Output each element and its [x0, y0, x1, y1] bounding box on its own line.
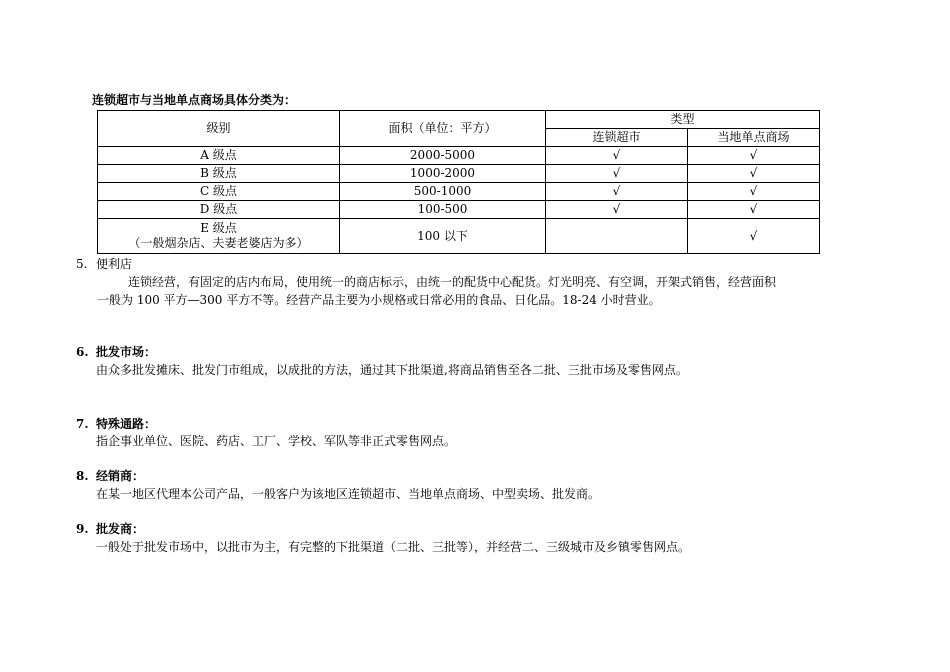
cell-level: [98, 219, 340, 254]
section-8-body: 在某一地区代理本公司产品，一般客户为该地区连锁超市、当地单点商场、中型卖场、批发商。: [96, 487, 601, 501]
header-local: 当地单点商场: [688, 129, 820, 147]
cell-chain: √: [546, 183, 688, 201]
cell-level: B 级点: [98, 165, 340, 183]
section-5-title: 便利店: [96, 257, 133, 271]
section-5-number: 5.: [76, 257, 88, 271]
section-7-number: 7.: [76, 417, 89, 431]
section-6-title: 批发市场：: [96, 345, 157, 359]
section-8-title: 经销商：: [96, 469, 145, 483]
section-5-line1: 连锁经营，有固定的店内布局，使用统一的商店标示，由统一的配货中心配货。灯光明亮、有空调，开架式销售，经营面积: [128, 275, 777, 289]
section-8-number: 8.: [76, 469, 89, 483]
table-caption: 连锁超市与当地单点商场具体分类为：: [92, 93, 297, 107]
section-7-body: 指企事业单位、医院、药店、工厂、学校、军队等非正式零售网点。: [96, 434, 457, 448]
cell-area: 2000-5000: [340, 147, 546, 165]
cell-local: √: [688, 165, 820, 183]
cell-area: 500-1000: [340, 183, 546, 201]
section-6-number: 6.: [76, 345, 89, 359]
section-9-number: 9.: [76, 522, 89, 536]
section-7-title: 特殊通路：: [96, 417, 157, 431]
table-row: [98, 165, 820, 183]
table-row: [98, 201, 820, 219]
cell-area: 100-500: [340, 201, 546, 219]
header-chain: 连锁超市: [546, 129, 688, 147]
cell-level-note: （一般烟杂店、夫妻老婆店为多）: [128, 236, 309, 250]
section-6-body: 由众多批发摊床、批发门市组成，以成批的方法，通过其下批渠道,将商品销售至各二批、三批市场及零售网点。: [96, 363, 688, 377]
cell-chain: √: [546, 201, 688, 219]
classification-table: [97, 110, 820, 254]
cell-level: D 级点: [98, 201, 340, 219]
table-row: [98, 183, 820, 201]
cell-local: √: [688, 147, 820, 165]
cell-chain: [546, 219, 688, 254]
section-9-body: 一般处于批发市场中，以批市为主，有完整的下批渠道（二批、三批等），并经营二、三级城市及乡镇零售网点。: [96, 540, 691, 554]
header-level: 级别: [98, 111, 340, 147]
cell-area: 100 以下: [340, 219, 546, 254]
cell-chain: √: [546, 165, 688, 183]
cell-local: √: [688, 219, 820, 254]
cell-local: √: [688, 183, 820, 201]
section-9-title: 批发商：: [96, 522, 145, 536]
section-5-line2: 一般为 100 平方—300 平方不等。经营产品主要为小规格或日常必用的食品、日化品。18-24 小时营业。: [97, 293, 661, 307]
header-type: 类型: [546, 111, 820, 129]
table-row: [98, 219, 820, 254]
table-row: [98, 147, 820, 165]
cell-local: √: [688, 201, 820, 219]
cell-chain: √: [546, 147, 688, 165]
header-area: 面积（单位：平方）: [340, 111, 546, 147]
cell-level-main: E 级点: [200, 221, 237, 235]
cell-level: C 级点: [98, 183, 340, 201]
cell-level: A 级点: [98, 147, 340, 165]
cell-area: 1000-2000: [340, 165, 546, 183]
